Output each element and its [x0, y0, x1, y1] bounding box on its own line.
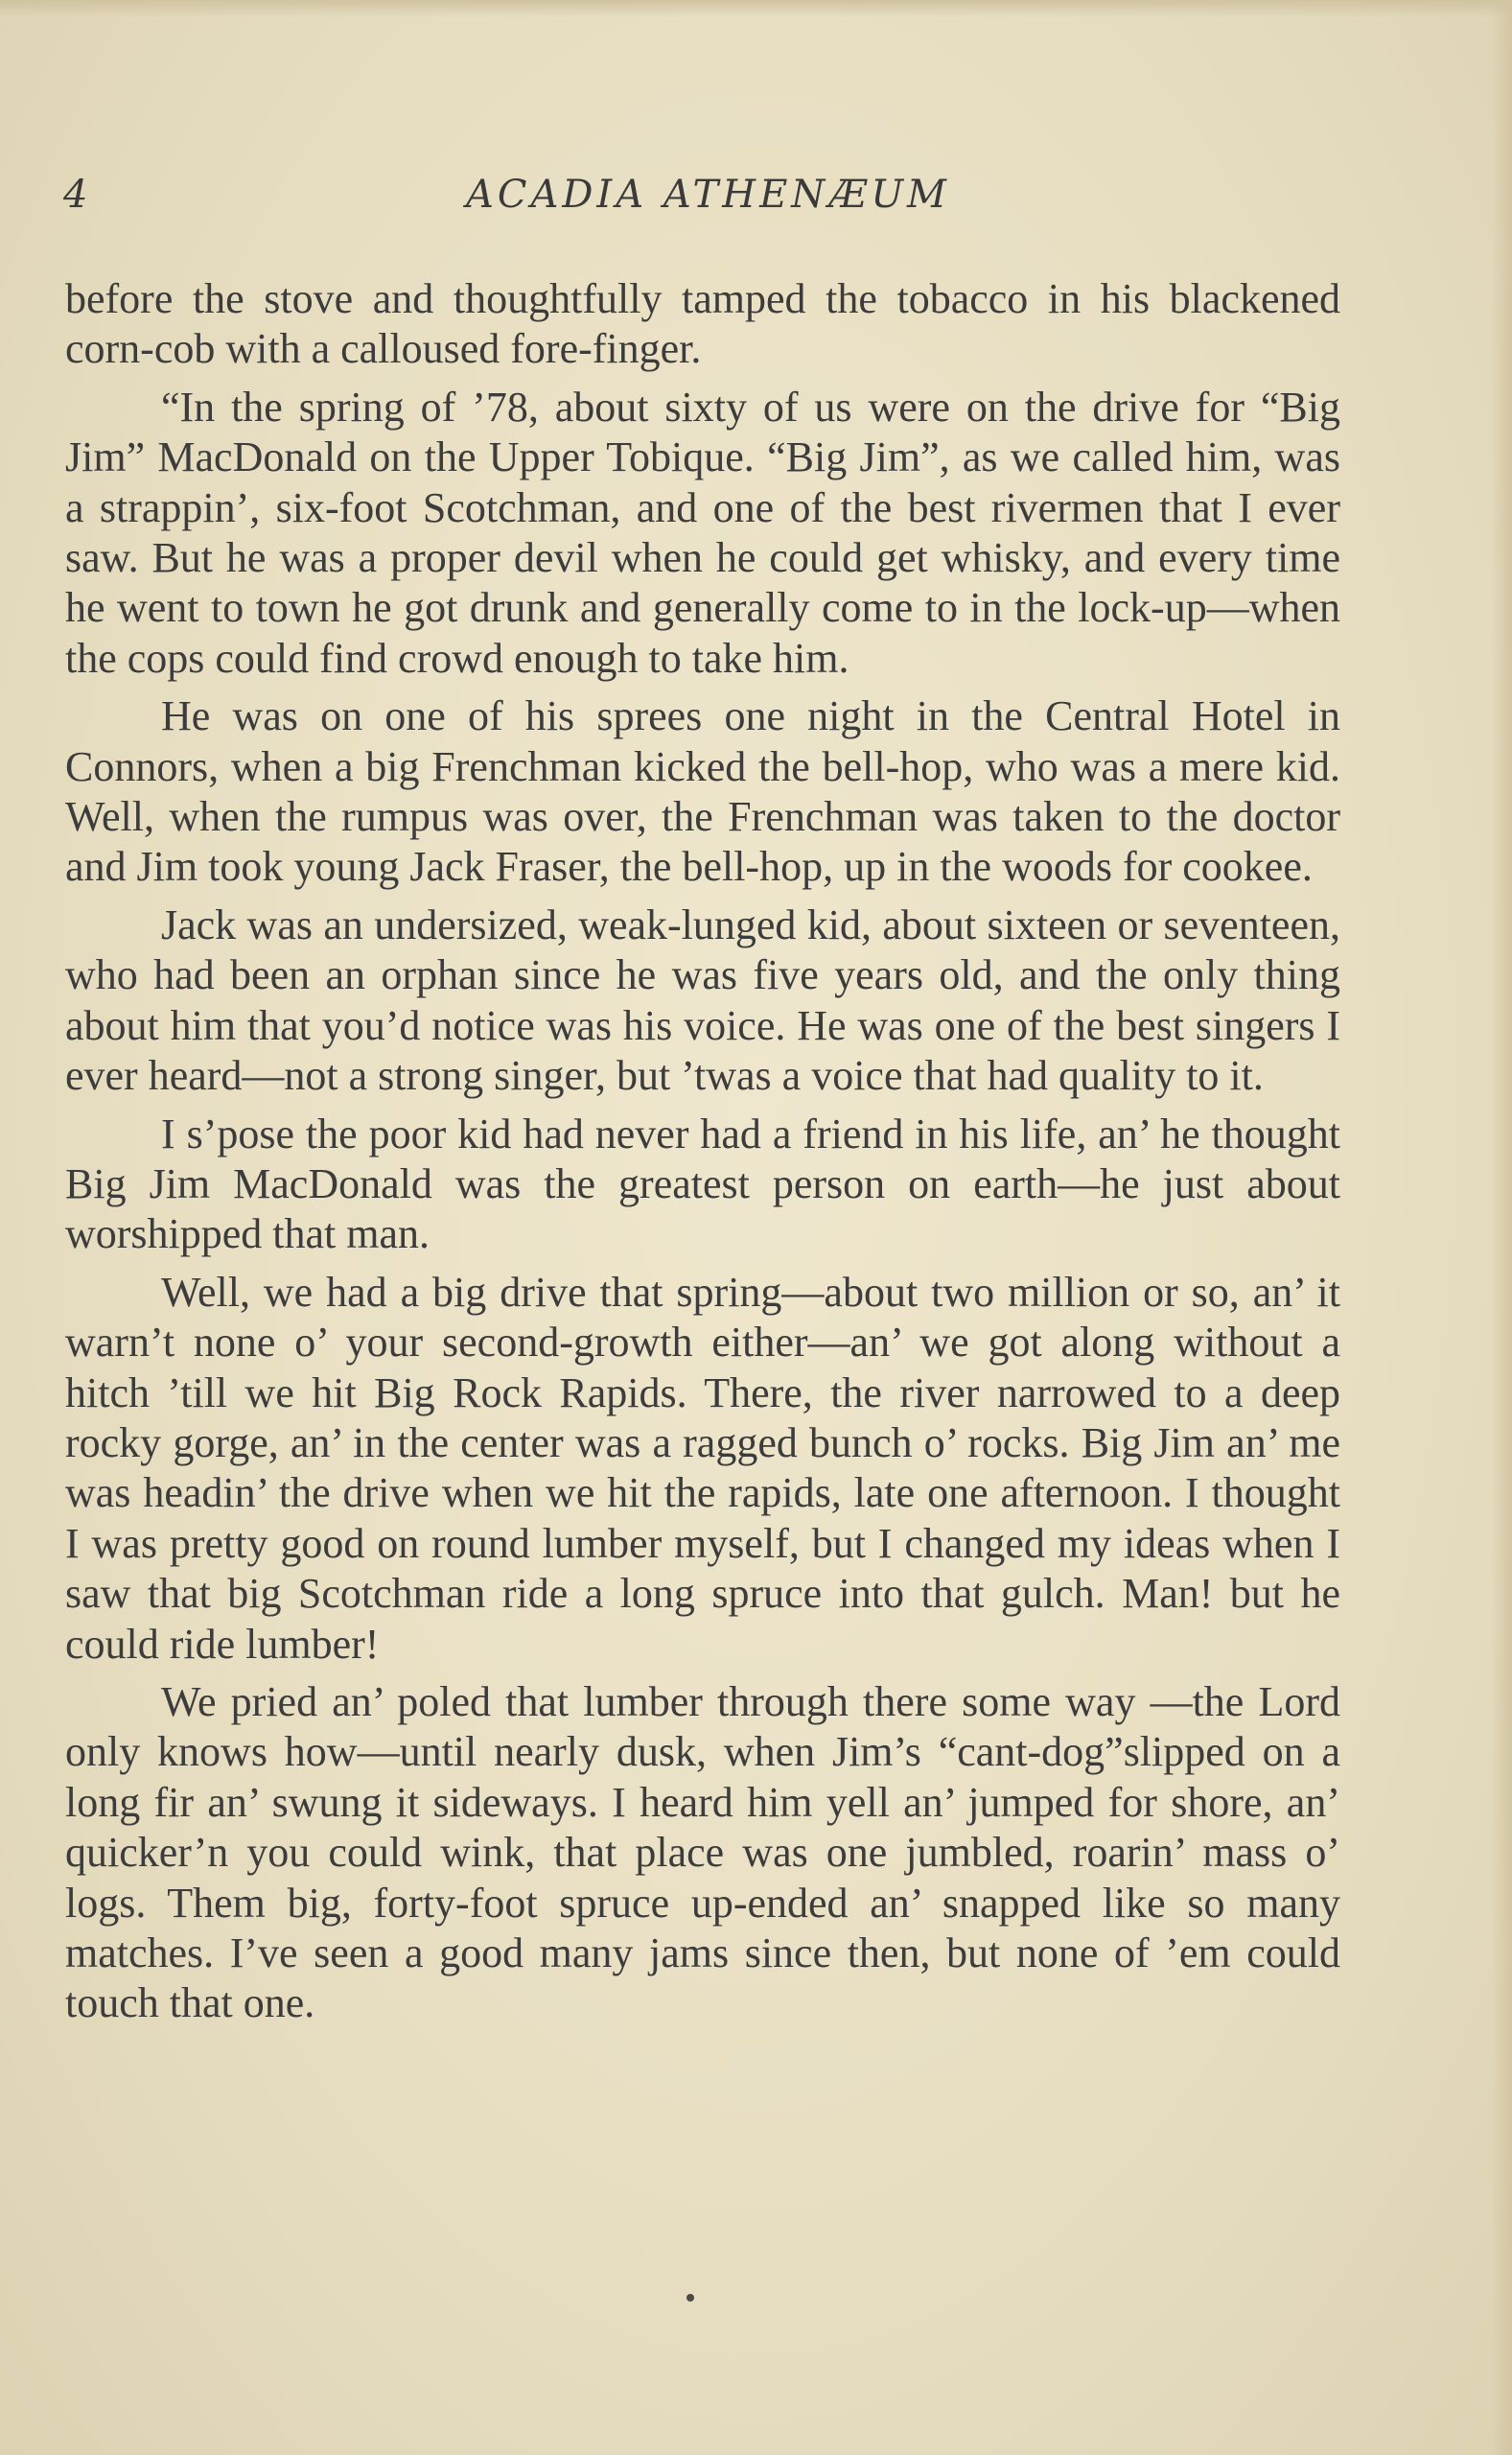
paragraph: I s’pose the poor kid had never had a friend in his life, an’ he thought Big Jim MacDonald was the greatest person on earth—he just about worshipped that man. — [65, 1110, 1340, 1258]
paragraph: We pried an’ poled that lumber through there some way —the Lord only knows how—until nearly dusk, when Jim’s “cant-dog”slipped on a long fir an’ swung it sideways. I heard him yell an’ jumped for shore, an’ quicker’n you could wink, that place was one jumbled, roarin’ mass o’ logs. Them big, forty-foot spruce up-ended an’ snapped like so many matches. I’ve seen a good many jams since then, but none of ’em could touch that one. — [65, 1677, 1340, 2027]
paragraph: Well, we had a big drive that spring—about two million or so, an’ it warn’t none o’ your second-growth either—an’ we got along without a hitch ’till we hit Big Rock Rapids. There, the river narrowed to a deep rocky gorge, an’ in the center was a ragged bunch o’ rocks. Big Jim an’ me was headin’ the drive when we hit the rapids, late one afternoon. I thought I was pretty good on round lumber myself, but I changed my ideas when I saw that big Scotchman ride a long spruce into that gulch. Man! but he could ride lumber! — [65, 1268, 1340, 1668]
paragraph: before the stove and thoughtfully tamped the tobacco in his blackened corn-cob with a calloused fore-finger. — [65, 275, 1340, 373]
page-number: 4 — [63, 173, 88, 217]
page-right-edge — [1491, 0, 1512, 2455]
body-text — [65, 274, 1340, 2037]
paragraph: “In the spring of ’78, about sixty of us were on the drive for “Big Jim” MacDonald on the Upper Tobique. “Big Jim”, as we called him, was a strappin’, six-foot Scotchman, and one of the best rivermen that I ever saw. But he was a proper devil when he could get whisky, and every time he went to town he got drunk and generally come to in the lock-up—when the cops could find crowd enough to take him. — [65, 383, 1340, 682]
printed-dot — [686, 2294, 694, 2302]
paragraph: He was on one of his sprees one night in the Central Hotel in Connors, when a big Frenchman kicked the bell-hop, who was a mere kid. Well, when the rumpus was over, the Frenchman was taken to the doctor and Jim took young Jack Fraser, the bell-hop, up in the woods for cookee. — [65, 692, 1340, 891]
paragraph: Jack was an undersized, weak-lunged kid, about sixteen or seventeen, who had been an orphan since he was five years old, and the only thing about him that you’d notice was his voice. He was one of the best singers I ever heard—not a strong singer, but ’twas a voice that had quality to it. — [65, 900, 1340, 1100]
running-head — [63, 173, 1353, 230]
page-top-edge — [0, 0, 1512, 17]
journal-title: ACADIA ATHENÆUM — [465, 173, 951, 217]
